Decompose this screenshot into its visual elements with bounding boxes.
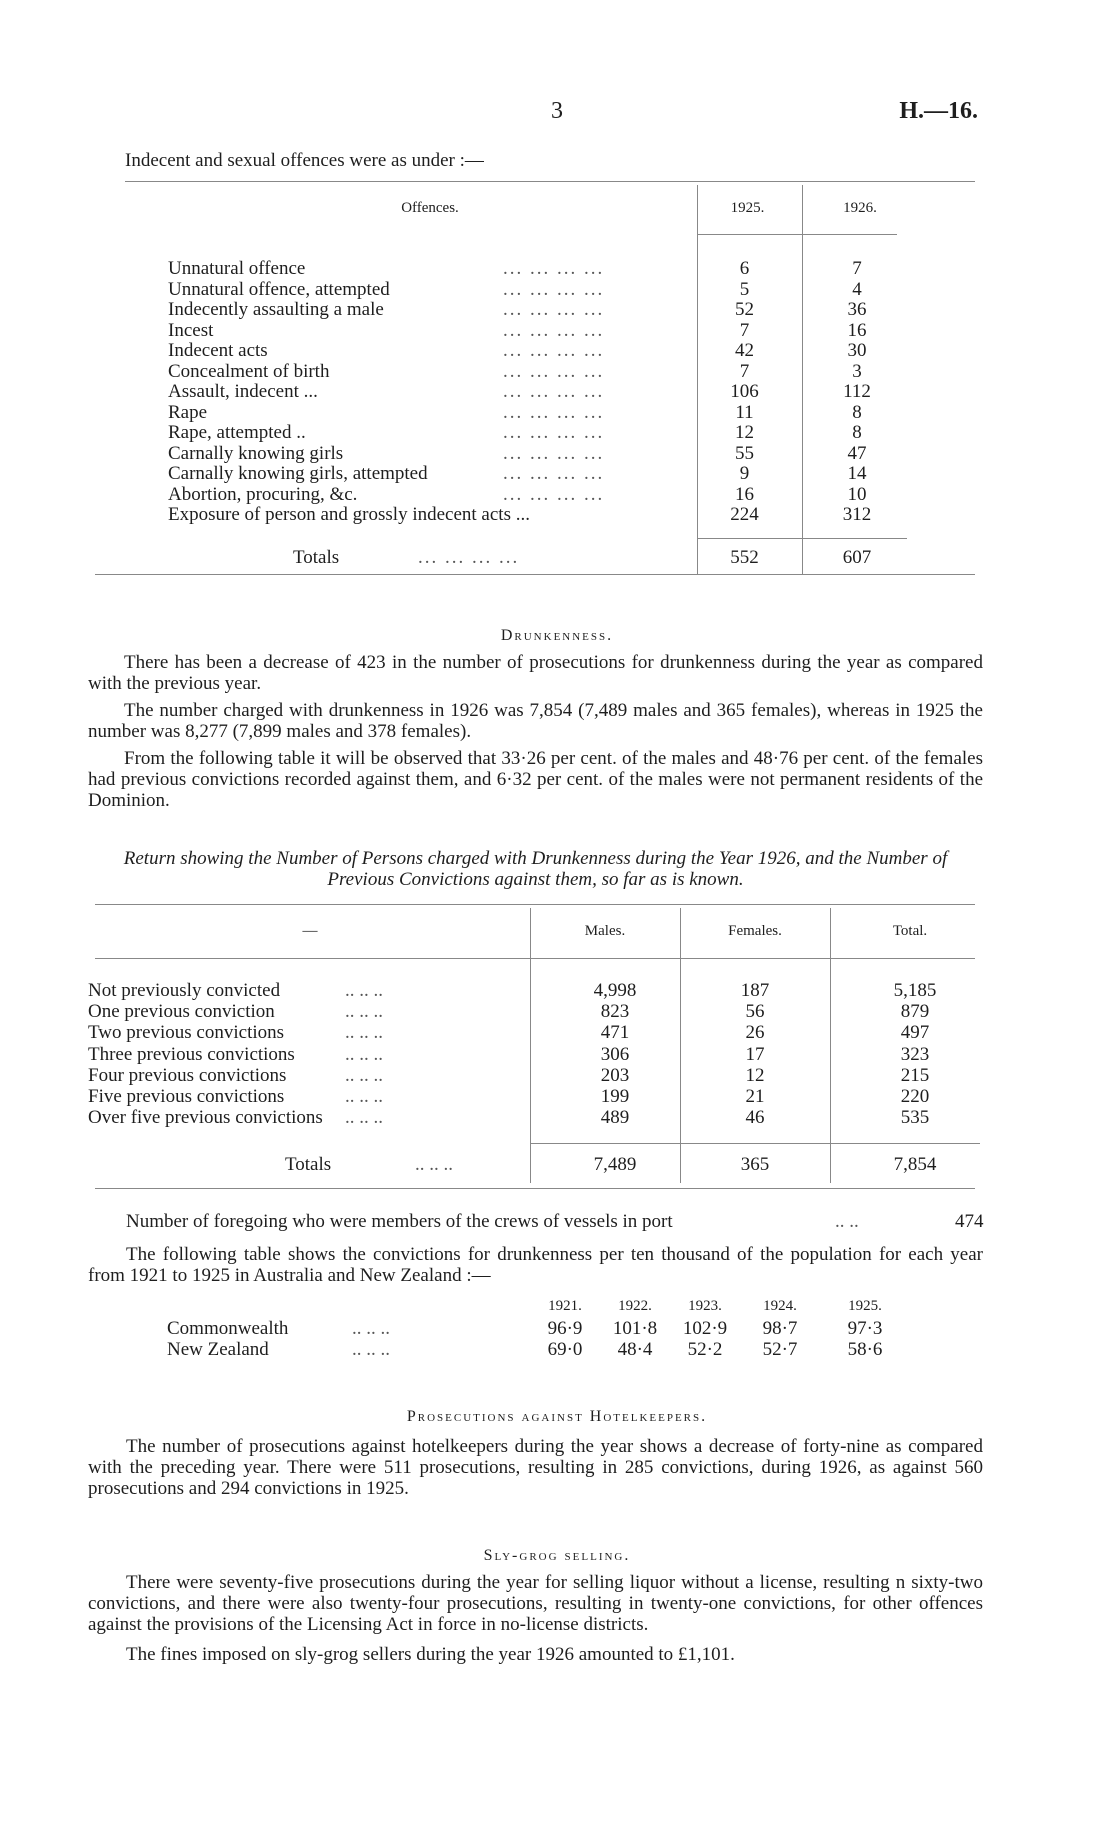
- totals-rule: [697, 538, 907, 539]
- conviction-row-label: Three previous convictions: [88, 1043, 295, 1065]
- offence-1926-value: 8: [852, 422, 862, 443]
- document-reference: H.—16.: [899, 98, 978, 124]
- year-header: 1923.: [688, 1298, 722, 1314]
- leader-dots: .. .. ..: [415, 1154, 453, 1175]
- rate-value: 101·8: [612, 1318, 658, 1339]
- leader-dots: ... ... ... ...: [503, 278, 605, 300]
- sly-grog-paragraph-1: There were seventy-five prosecutions during the year for selling liquor without a license, resulting n sixty-two convictions, and there were also twenty-four prosecutions, resulting in twenty-one convictions, for other offences against the provisions of the Licensing Act in force in no-license districts.: [88, 1572, 983, 1635]
- drunk-totals-label: Totals: [285, 1154, 332, 1175]
- offence-label: Unnatural offence: [168, 258, 306, 279]
- leader-dots: ... ... ... ...: [503, 463, 605, 484]
- females-value: 17: [745, 1043, 765, 1065]
- females-value: 46: [745, 1107, 765, 1129]
- offence-1926-value: 7: [852, 258, 862, 279]
- year-header: 1921.: [548, 1298, 582, 1314]
- males-value: 203: [600, 1064, 630, 1086]
- rate-value: 48·4: [617, 1339, 653, 1360]
- offence-1925-value: 7: [739, 360, 750, 382]
- offence-row: [168, 340, 908, 361]
- offence-label: Incest: [168, 319, 214, 341]
- sly-grog-paragraph-2: The fines imposed on sly-grog sellers during the year 1926 amounted to £1,101.: [126, 1644, 735, 1665]
- rate-value: 96·9: [547, 1318, 583, 1339]
- males-value: 489: [600, 1107, 630, 1129]
- leader-dots: .. .. ..: [345, 1022, 383, 1044]
- offences-header: Offences.: [401, 200, 459, 216]
- offence-1926-value: 3: [852, 360, 862, 382]
- year-header: 1925.: [848, 1298, 882, 1314]
- males-header: Males.: [584, 923, 626, 939]
- leader-dots: .. .. ..: [345, 1107, 383, 1129]
- offence-label: Indecent acts: [168, 340, 268, 361]
- leader-dots: ... ... ... ...: [503, 340, 605, 361]
- rate-row-label: Commonwealth: [167, 1318, 289, 1339]
- offence-1926-value: 47: [847, 442, 867, 464]
- rate-value: 97·3: [847, 1318, 883, 1339]
- return-title: Return showing the Number of Persons charged with Drunkenness during the Year 1926, and the Number of Previous Convictions against them, so far as is known.: [123, 848, 948, 890]
- offence-row: [168, 299, 908, 320]
- rate-value: 69·0: [547, 1339, 583, 1360]
- sexual-offences-intro: Indecent and sexual offences were as under :—: [125, 150, 484, 171]
- leader-dots: ... ... ... ...: [503, 442, 605, 464]
- year-header: 1924.: [763, 1298, 797, 1314]
- leader-dots: ... ... ... ...: [503, 381, 605, 402]
- conviction-row-label: Not previously convicted: [88, 980, 281, 1001]
- offence-1925-value: 5: [739, 278, 750, 300]
- offence-row: [168, 422, 908, 443]
- leader-dots: .. .. ..: [345, 1064, 383, 1086]
- offence-1926-value: 14: [847, 463, 867, 484]
- leader-dots: ... ... ... ...: [503, 319, 605, 341]
- rate-value: 52·2: [687, 1339, 723, 1360]
- rate-value: 102·9: [682, 1318, 728, 1339]
- column-rule: [530, 908, 531, 1183]
- conviction-row-label: One previous conviction: [88, 1001, 275, 1023]
- rate-value: 98·7: [762, 1318, 798, 1339]
- drunkenness-paragraph-1: There has been a decrease of 423 in the number of prosecutions for drunkenness during the year as compared with the previous year.: [88, 652, 983, 694]
- leader-dots: .. .. ..: [345, 980, 383, 1001]
- offence-1925-value: 7: [739, 319, 750, 341]
- offence-1926-value: 112: [843, 381, 871, 402]
- conviction-row-label: Over five previous convictions: [88, 1107, 323, 1129]
- conviction-row-label: Five previous convictions: [88, 1086, 285, 1107]
- offence-1926-value: 312: [842, 504, 872, 525]
- year-header: 1922.: [618, 1298, 652, 1314]
- females-value: 187: [740, 980, 770, 1001]
- males-value: 306: [600, 1043, 630, 1065]
- offence-1926-value: 4: [852, 278, 862, 300]
- crews-text: Number of foregoing who were members of the crews of vessels in port: [126, 1211, 673, 1232]
- rate-value: 58·6: [847, 1339, 883, 1360]
- hotelkeepers-heading: Prosecutions against Hotelkeepers.: [406, 1408, 708, 1425]
- leader-dots: ... ... ... ...: [503, 360, 605, 382]
- leader-dots: .. .. ..: [345, 1086, 383, 1107]
- females-value: 21: [745, 1086, 765, 1107]
- offence-label: Carnally knowing girls: [168, 442, 344, 464]
- offence-1926-value: 36: [847, 299, 867, 320]
- offence-row: [168, 361, 908, 382]
- males-value: 4,998: [593, 980, 637, 1001]
- leader-dots: ... ... ... ...: [503, 299, 605, 320]
- offence-row: [168, 381, 908, 402]
- hotelkeepers-paragraph: The number of prosecutions against hotelkeepers during the year shows a decrease of forty-nine as compared with the preceding year. There were 511 prosecutions, resulting in 285 convictions, during 1926, as against 560 prosecutions and 294 convictions in 1925.: [88, 1436, 983, 1499]
- table-bottom-rule: [95, 1188, 975, 1189]
- total-value: 535: [900, 1107, 930, 1129]
- offence-row: [168, 402, 908, 423]
- conviction-row-label: Four previous convictions: [88, 1064, 287, 1086]
- totals-row: [168, 547, 908, 568]
- total-header: Total.: [892, 923, 928, 939]
- column-rule: [680, 908, 681, 1183]
- offence-1925-value: 16: [735, 483, 754, 505]
- drunk-total-males: 7,489: [593, 1154, 637, 1175]
- drunkenness-heading: Drunkenness.: [500, 627, 614, 644]
- leader-dots: ... ... ... ...: [418, 547, 520, 568]
- offence-label: Exposure of person and grossly indecent acts ...: [168, 504, 530, 525]
- offence-1925-value: 9: [739, 463, 750, 484]
- offence-1925-value: 12: [735, 422, 754, 443]
- header-rule: [95, 958, 975, 959]
- offence-row: [168, 484, 908, 505]
- totals-label: Totals: [293, 547, 340, 568]
- drunkenness-paragraph-2: The number charged with drunkenness in 1926 was 7,854 (7,489 males and 365 females), whereas in 1925 the number was 8,277 (7,899 males and 378 females).: [88, 700, 983, 742]
- females-value: 26: [745, 1022, 765, 1044]
- offence-1925-value: 11: [735, 401, 754, 423]
- offence-label: Rape: [168, 401, 208, 423]
- year-1926-header: 1926.: [843, 200, 877, 216]
- totals-rule: [530, 1143, 980, 1144]
- offence-1925-value: 42: [735, 340, 754, 361]
- offence-label: Indecently assaulting a male: [168, 299, 384, 320]
- total-value: 497: [900, 1022, 930, 1044]
- table-top-rule: [95, 904, 975, 905]
- leader-dots: .. ..: [835, 1211, 859, 1232]
- offence-1925-value: 55: [735, 442, 754, 464]
- rate-value: 52·7: [762, 1339, 798, 1360]
- females-value: 56: [745, 1001, 765, 1023]
- offence-label: Abortion, procuring, &c.: [168, 483, 358, 505]
- leader-dots: ... ... ... ...: [503, 401, 605, 423]
- offence-1925-value: 52: [735, 299, 754, 320]
- offence-1926-value: 30: [847, 340, 867, 361]
- offence-1926-value: 8: [852, 401, 862, 423]
- blank-header: —: [302, 923, 318, 939]
- offence-1926-value: 16: [847, 319, 867, 341]
- header-rule: [697, 234, 897, 235]
- page-number: 3: [551, 98, 563, 124]
- per-ten-thousand-text: The following table shows the convictions for drunkenness per ten thousand of the population for each year from 1921 to 1925 in Australia and New Zealand :—: [88, 1244, 983, 1286]
- table-top-rule: [125, 181, 975, 182]
- year-1925-header: 1925.: [730, 200, 765, 216]
- total-value: 215: [900, 1064, 930, 1086]
- conviction-row-label: Two previous convictions: [88, 1022, 285, 1044]
- table-bottom-rule: [95, 574, 975, 575]
- males-value: 823: [600, 1001, 630, 1023]
- leader-dots: .. .. ..: [345, 1043, 383, 1065]
- drunk-total-females: 365: [740, 1154, 770, 1175]
- offence-row: [168, 443, 908, 464]
- leader-dots: ... ... ... ...: [503, 483, 605, 505]
- total-1926: 607: [842, 547, 872, 568]
- leader-dots: ... ... ... ...: [503, 422, 605, 443]
- total-value: 220: [900, 1086, 930, 1107]
- offence-label: Concealment of birth: [168, 360, 330, 382]
- offence-row: [168, 504, 908, 525]
- offence-row: [168, 320, 908, 341]
- offence-label: Carnally knowing girls, attempted: [168, 463, 428, 484]
- offence-row: [168, 279, 908, 300]
- crews-value: 474: [955, 1211, 984, 1232]
- offence-1925-value: 6: [739, 258, 750, 279]
- sly-grog-heading: Sly-grog selling.: [483, 1547, 631, 1564]
- leader-dots: .. .. ..: [352, 1339, 390, 1360]
- offence-1925-value: 106: [730, 381, 759, 402]
- leader-dots: ... ... ... ...: [503, 258, 605, 279]
- offence-label: Unnatural offence, attempted: [168, 278, 390, 300]
- drunkenness-paragraph-3: From the following table it will be observed that 33·26 per cent. of the males and 48·76 per cent. of the females had previous convictions recorded against them, and 6·32 per cent. of the males were not permanent residents of the Dominion.: [88, 748, 983, 811]
- total-value: 323: [900, 1043, 930, 1065]
- offence-label: Assault, indecent ...: [168, 381, 318, 402]
- rate-row-label: New Zealand: [167, 1339, 269, 1360]
- males-value: 471: [600, 1022, 630, 1044]
- total-value: 5,185: [893, 980, 937, 1001]
- females-value: 12: [745, 1064, 765, 1086]
- leader-dots: .. .. ..: [345, 1001, 383, 1023]
- total-value: 879: [900, 1001, 930, 1023]
- offence-1925-value: 224: [730, 504, 759, 525]
- drunk-total-all: 7,854: [893, 1154, 937, 1175]
- offence-row: [168, 258, 908, 279]
- offence-row: [168, 463, 908, 484]
- total-1925: 552: [730, 547, 759, 568]
- females-header: Females.: [728, 923, 782, 939]
- males-value: 199: [600, 1086, 630, 1107]
- offence-1926-value: 10: [847, 483, 867, 505]
- leader-dots: .. .. ..: [352, 1318, 390, 1339]
- offence-label: Rape, attempted ..: [168, 422, 306, 443]
- column-rule: [830, 908, 831, 1183]
